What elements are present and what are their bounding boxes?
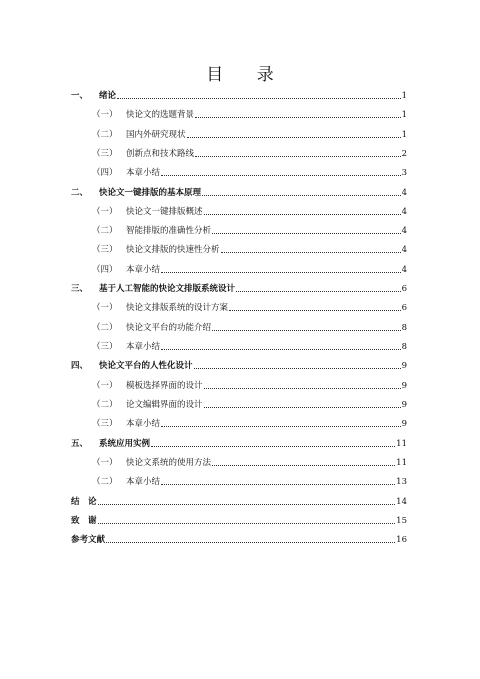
toc-entry-page: 2 [401,149,407,159]
toc-entry-page: 9 [401,400,407,410]
toc-entry-text: 本章小结 [126,168,161,178]
toc-leader-dots [98,522,396,524]
toc-entry-number: （二） [92,400,118,410]
toc-entry[interactable] [71,278,407,294]
toc-entry-text: 智能排版的准确性分析 [126,226,212,236]
toc-entry[interactable] [71,355,407,371]
toc-leader-dots [229,309,401,311]
toc-entry-page: 4 [401,265,407,275]
toc-entry[interactable] [92,104,407,120]
toc-title: 目 录 [206,65,288,85]
toc-entry-text: 快论文排版系统的设计方案 [126,303,229,313]
toc-leader-dots [212,329,401,331]
toc-entry[interactable] [92,162,407,178]
toc-entry-number: （四） [92,168,118,178]
toc-entry-text: 快论文平台的功能介绍 [126,323,212,333]
toc-entry[interactable] [92,143,407,159]
toc-entry[interactable] [71,182,407,198]
toc-entry-text: 结 论 [71,497,97,507]
toc-entry-text: 致 谢 [71,516,97,526]
toc-entry[interactable] [92,201,407,217]
toc-entry-page: 15 [396,516,407,526]
toc-leader-dots [212,464,395,466]
toc-leader-dots [161,348,401,350]
toc-entry[interactable] [92,297,407,313]
toc-entry-text: 模板选择界面的设计 [126,381,203,391]
toc-entry-number: （二） [92,226,118,236]
toc-leader-dots [212,232,401,234]
toc-leader-dots [161,425,401,427]
toc-leader-dots [161,174,401,176]
toc-leader-dots [187,136,401,138]
toc-leader-dots [204,387,401,389]
toc-entry[interactable] [92,317,407,333]
toc-entry[interactable] [92,239,407,255]
toc-entry-number: （一） [92,381,118,391]
toc-entry-text: 本章小结 [126,419,161,429]
toc-entry-page: 8 [401,342,407,352]
toc-entry-page: 1 [401,110,407,120]
toc-leader-dots [204,406,401,408]
toc-entry-text: 绪论 [99,91,117,101]
toc-entry-page: 11 [396,439,407,449]
toc-entry-number: （三） [92,149,118,159]
toc-entry-text: 论文编辑界面的设计 [126,400,203,410]
toc-entry-page: 4 [401,245,407,255]
toc-entry-number: （三） [92,342,118,352]
toc-entry-number: （一） [92,207,118,217]
toc-entry-page: 8 [401,323,407,333]
toc-entry-text: 创新点和技术路线 [126,149,195,159]
toc-entry-page: 4 [401,207,407,217]
toc-entry[interactable] [92,394,407,410]
toc-entry[interactable] [71,433,407,449]
toc-leader-dots [194,367,401,369]
toc-entry-page: 1 [401,130,407,140]
toc-entry-number: （二） [92,323,118,333]
toc-entry-number: （二） [92,477,118,487]
toc-entry-text: 快论文系统的使用方法 [126,458,212,468]
toc-leader-dots [202,194,401,196]
toc-entry-page: 11 [396,458,407,468]
toc-entry-page: 4 [401,226,407,236]
toc-entry-text: 系统应用实例 [99,439,151,449]
toc-entry-text: 快论文排版的快速性分析 [126,245,220,255]
toc-entry-number: （三） [92,419,118,429]
toc-entry-text: 快论文一键排版的基本原理 [99,188,202,198]
toc-entry[interactable] [71,85,407,101]
toc-entry-page: 9 [401,419,407,429]
toc-entry-text: 本章小结 [126,477,161,487]
toc-entry-text: 本章小结 [126,342,161,352]
toc-entry-text: 国内外研究现状 [126,130,186,140]
toc-entry[interactable] [92,375,407,391]
toc-leader-dots [236,290,401,292]
toc-entry-number: （四） [92,265,118,275]
toc-leader-dots [161,271,401,273]
toc-entry-number: 二、 [71,188,89,198]
toc-entry-page: 13 [396,477,407,487]
toc-entry-page: 4 [401,188,407,198]
toc-leader-dots [98,503,396,505]
toc-entry[interactable] [92,220,407,236]
toc-entry-text: 快论文的选题背景 [126,110,195,120]
toc-entry-page: 14 [396,497,407,507]
toc-entry-number: 一、 [71,91,89,101]
toc-entry-text: 快论文平台的人性化设计 [99,361,193,371]
toc-entry-number: （一） [92,303,118,313]
toc-entry-page: 1 [401,91,407,101]
toc-entry[interactable] [92,413,407,429]
toc-entry-page: 9 [401,361,407,371]
toc-entry-number: 四、 [71,361,89,371]
toc-entry-number: （一） [92,458,118,468]
toc-entry-page: 6 [401,284,407,294]
toc-entry[interactable] [71,510,407,526]
toc-entry-text: 参考文献 [71,535,106,545]
toc-entry[interactable] [92,336,407,352]
toc-entry[interactable] [92,452,407,468]
toc-leader-dots [106,541,395,543]
toc-entry-page: 6 [401,303,407,313]
toc-entry-text: 本章小结 [126,265,161,275]
toc-entry-number: （二） [92,130,118,140]
toc-entry[interactable] [92,124,407,140]
toc-entry[interactable] [71,529,407,545]
toc-entry-text: 快论文一键排版概述 [126,207,203,217]
toc-entry-page: 3 [401,168,407,178]
toc-entry-number: 三、 [71,284,89,294]
toc-entry[interactable] [71,491,407,507]
toc-entry-text: 基于人工智能的快论文排版系统设计 [99,284,236,294]
toc-entry[interactable] [92,471,407,487]
toc-entry-number: （三） [92,245,118,255]
toc-leader-dots [117,97,401,99]
toc-leader-dots [204,213,401,215]
toc-leader-dots [151,445,395,447]
toc-entry-number: （一） [92,110,118,120]
toc-leader-dots [195,155,401,157]
toc-entry-number: 五、 [71,439,89,449]
toc-entry[interactable] [92,259,407,275]
toc-entry-page: 16 [396,535,407,545]
toc-leader-dots [195,116,401,118]
toc-leader-dots [221,251,401,253]
toc-leader-dots [161,483,395,485]
toc-entry-page: 9 [401,381,407,391]
